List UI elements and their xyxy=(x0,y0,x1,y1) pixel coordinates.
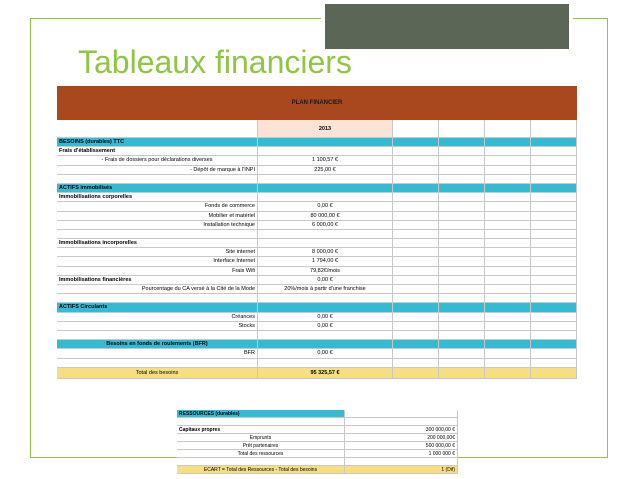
resources-row xyxy=(177,458,458,466)
empty-cell[interactable] xyxy=(531,257,577,266)
table-row xyxy=(57,248,577,257)
empty-cell[interactable] xyxy=(439,202,485,211)
sheet-rows xyxy=(57,138,577,379)
row-label-cell[interactable]: Site internet xyxy=(57,248,258,257)
table-row xyxy=(57,322,577,331)
empty-cell[interactable] xyxy=(485,230,531,239)
resources-row xyxy=(177,466,458,474)
empty-cell[interactable] xyxy=(439,166,485,175)
table-row xyxy=(57,193,577,202)
table-row xyxy=(57,221,577,230)
empty-cell[interactable] xyxy=(439,322,485,331)
resources-label-cell[interactable] xyxy=(177,458,345,466)
empty-cell[interactable] xyxy=(531,184,577,193)
sheet-banner-title: PLAN FINANCIER xyxy=(291,100,343,106)
empty-cell[interactable] xyxy=(485,303,531,312)
empty-cell[interactable] xyxy=(485,340,531,349)
table-row xyxy=(57,331,577,340)
row-label-cell[interactable]: Immobilisations corporelles xyxy=(57,193,258,202)
row-label-cell[interactable] xyxy=(57,175,258,184)
empty-cell[interactable] xyxy=(485,267,531,276)
empty-cell[interactable] xyxy=(485,193,531,202)
row-value-cell[interactable]: 6 000,00 € xyxy=(258,221,393,230)
resources-label-cell[interactable]: Total des ressources xyxy=(177,450,345,458)
empty-cell[interactable] xyxy=(393,202,439,211)
empty-cell[interactable] xyxy=(393,267,439,276)
row-label-cell[interactable] xyxy=(57,331,258,340)
year-cell[interactable]: 2013 xyxy=(258,120,393,138)
row-label-cell[interactable]: Fonds de commerce xyxy=(57,202,258,211)
sheet-banner xyxy=(57,86,577,120)
empty-cell[interactable] xyxy=(439,230,485,239)
empty-cell[interactable] xyxy=(393,331,439,340)
empty-cell[interactable] xyxy=(439,248,485,257)
row-label-cell[interactable]: Pourcentage du CA versé à la Cité de la Mode xyxy=(57,285,258,294)
resources-value-cell[interactable]: 1 000 000 € xyxy=(345,450,458,458)
empty-cell[interactable] xyxy=(485,276,531,285)
row-label-cell[interactable]: - Dépôt de marque à l'INPI xyxy=(57,166,258,175)
table-row xyxy=(57,166,577,175)
row-value-cell[interactable] xyxy=(258,184,393,193)
resources-value-cell[interactable]: 1 (Dif) xyxy=(345,466,458,474)
empty-cell[interactable] xyxy=(531,267,577,276)
resources-value-cell[interactable] xyxy=(345,410,458,418)
row-value-cell[interactable] xyxy=(258,175,393,184)
table-row xyxy=(57,156,577,165)
table-row xyxy=(57,359,577,368)
resources-value-cell[interactable]: 200 000,00€ xyxy=(345,434,458,442)
empty-cell[interactable] xyxy=(393,285,439,294)
empty-cell[interactable] xyxy=(485,368,531,379)
resources-row xyxy=(177,450,458,458)
table-row xyxy=(57,239,577,248)
empty-cell[interactable] xyxy=(439,257,485,266)
table-row xyxy=(57,257,577,266)
row-value-cell[interactable]: 95 325,57 € xyxy=(258,368,393,379)
empty-cell[interactable] xyxy=(439,359,485,368)
empty-cell[interactable] xyxy=(531,359,577,368)
empty-cell[interactable] xyxy=(485,221,531,230)
empty-cell[interactable] xyxy=(393,248,439,257)
empty-cell[interactable] xyxy=(485,257,531,266)
empty-cell[interactable] xyxy=(485,322,531,331)
empty-cell[interactable] xyxy=(393,359,439,368)
empty-cell[interactable] xyxy=(485,138,531,147)
year-header-row xyxy=(57,120,577,138)
row-value-cell[interactable] xyxy=(258,239,393,248)
empty-cell[interactable] xyxy=(485,359,531,368)
table-row xyxy=(57,303,577,312)
empty-cell[interactable] xyxy=(439,156,485,165)
row-value-cell[interactable] xyxy=(258,230,393,239)
empty-cell[interactable] xyxy=(439,285,485,294)
row-label-cell[interactable] xyxy=(57,359,258,368)
resources-rows xyxy=(177,410,458,474)
empty-cell[interactable] xyxy=(439,303,485,312)
empty-cell[interactable] xyxy=(485,156,531,165)
resources-label-cell[interactable] xyxy=(177,418,345,426)
empty-cell[interactable] xyxy=(439,276,485,285)
empty-cell[interactable] xyxy=(485,331,531,340)
row-value-cell[interactable] xyxy=(258,294,393,303)
row-value-cell[interactable] xyxy=(258,138,393,147)
empty-cell[interactable] xyxy=(439,138,485,147)
empty-cell[interactable] xyxy=(485,166,531,175)
empty-cell[interactable] xyxy=(485,248,531,257)
row-label-cell[interactable]: ACTIFS Circulants xyxy=(57,303,258,312)
empty-cell[interactable] xyxy=(439,340,485,349)
resources-label-cell[interactable]: Prêt partenaires xyxy=(177,442,345,450)
row-value-cell[interactable]: 79,82€/mois xyxy=(258,267,393,276)
row-label-cell[interactable]: Stocks xyxy=(57,322,258,331)
empty-cell[interactable] xyxy=(439,184,485,193)
empty-cell[interactable] xyxy=(439,349,485,358)
empty-cell[interactable] xyxy=(393,212,439,221)
empty-cell[interactable] xyxy=(531,138,577,147)
empty-cell[interactable] xyxy=(439,175,485,184)
empty-cell[interactable] xyxy=(393,257,439,266)
empty-cell[interactable] xyxy=(531,349,577,358)
row-label-cell[interactable]: Immobilisations incorporelles xyxy=(57,239,258,248)
row-label-cell[interactable]: BESOINS (durables) TTC xyxy=(57,138,258,147)
row-label-cell[interactable]: - Frais de dossiers pour déclarations diverses xyxy=(57,156,258,165)
empty-cell[interactable] xyxy=(393,184,439,193)
row-label-cell[interactable]: ACTIFS immobilisés xyxy=(57,184,258,193)
empty-cell[interactable] xyxy=(393,349,439,358)
empty-cell[interactable] xyxy=(485,313,531,322)
resources-label-cell[interactable]: Emprunts xyxy=(177,434,345,442)
empty-cell[interactable] xyxy=(393,138,439,147)
row-label-cell[interactable] xyxy=(57,230,258,239)
empty-cell[interactable] xyxy=(439,294,485,303)
slide-accent-box xyxy=(321,0,573,53)
row-label-cell[interactable]: Créances xyxy=(57,313,258,322)
empty-cell[interactable] xyxy=(393,340,439,349)
row-value-cell[interactable]: 0,00 € xyxy=(258,349,393,358)
empty-cell[interactable] xyxy=(531,175,577,184)
row-value-cell[interactable] xyxy=(258,331,393,340)
table-row xyxy=(57,138,577,147)
resources-row xyxy=(177,418,458,426)
empty-cell[interactable] xyxy=(531,212,577,221)
table-row xyxy=(57,212,577,221)
row-label-cell[interactable]: Installation technique xyxy=(57,221,258,230)
resources-value-cell[interactable]: 500 000,00 € xyxy=(345,442,458,450)
table-row xyxy=(57,267,577,276)
resources-value-cell[interactable]: 300 000,00 € xyxy=(345,426,458,434)
empty-cell[interactable] xyxy=(439,239,485,248)
empty-cell[interactable] xyxy=(439,212,485,221)
empty-cell[interactable] xyxy=(439,368,485,379)
row-value-cell[interactable] xyxy=(258,340,393,349)
resources-row xyxy=(177,410,458,418)
resources-label-cell[interactable]: RESSOURCES (durables) xyxy=(177,410,345,418)
empty-cell[interactable] xyxy=(531,331,577,340)
row-value-cell[interactable]: 0,00 € xyxy=(258,202,393,211)
empty-cell[interactable] xyxy=(485,147,531,156)
row-value-cell[interactable]: 80 000,00 € xyxy=(258,212,393,221)
empty-cell[interactable] xyxy=(393,303,439,312)
empty-cell[interactable] xyxy=(485,349,531,358)
row-value-cell[interactable] xyxy=(258,147,393,156)
row-value-cell[interactable]: 1 100,57 € xyxy=(258,156,393,165)
row-label-cell[interactable] xyxy=(57,294,258,303)
empty-cell[interactable] xyxy=(531,276,577,285)
resources-row xyxy=(177,434,458,442)
table-row xyxy=(57,368,577,379)
row-value-cell[interactable]: 0,00 € xyxy=(258,313,393,322)
empty-cell[interactable] xyxy=(531,202,577,211)
table-row xyxy=(57,184,577,193)
empty-cell[interactable] xyxy=(439,267,485,276)
row-value-cell[interactable]: 225,00 € xyxy=(258,166,393,175)
empty-cell[interactable] xyxy=(393,166,439,175)
empty-cell[interactable] xyxy=(439,331,485,340)
slide-title: Tableaux financiers xyxy=(78,44,352,80)
table-row xyxy=(57,175,577,184)
resources-row xyxy=(177,442,458,450)
table-row xyxy=(57,285,577,294)
empty-cell[interactable] xyxy=(485,184,531,193)
table-row xyxy=(57,202,577,211)
empty-cell[interactable] xyxy=(485,239,531,248)
row-value-cell[interactable]: 20%/mois à partir d'une franchise xyxy=(258,285,393,294)
table-row xyxy=(57,230,577,239)
row-label-cell[interactable]: Total des besoins xyxy=(57,368,258,379)
empty-cell[interactable] xyxy=(439,221,485,230)
empty-cell[interactable] xyxy=(531,230,577,239)
empty-cell[interactable] xyxy=(393,193,439,202)
empty-cell[interactable] xyxy=(439,193,485,202)
row-value-cell[interactable]: 8 000,00 € xyxy=(258,248,393,257)
row-label-cell[interactable]: Immobilisations financières xyxy=(57,276,258,285)
table-row xyxy=(57,276,577,285)
resources-sheet xyxy=(177,410,458,474)
empty-cell[interactable] xyxy=(393,294,439,303)
row-label-cell[interactable]: Besoins en fonds de roulements (BFR) xyxy=(57,340,258,349)
empty-cell[interactable] xyxy=(393,368,439,379)
row-value-cell[interactable] xyxy=(258,359,393,368)
empty-cell[interactable] xyxy=(531,313,577,322)
empty-cell[interactable] xyxy=(531,322,577,331)
table-row xyxy=(57,147,577,156)
row-label-cell[interactable]: Interface Internet xyxy=(57,257,258,266)
empty-cell[interactable] xyxy=(531,147,577,156)
row-label-cell[interactable]: Frais d'établissement xyxy=(57,147,258,156)
empty-cell[interactable] xyxy=(393,313,439,322)
table-row xyxy=(57,294,577,303)
row-value-cell[interactable] xyxy=(258,193,393,202)
row-label-cell[interactable]: Mobilier et matériel xyxy=(57,212,258,221)
empty-cell[interactable] xyxy=(531,193,577,202)
empty-cell[interactable] xyxy=(393,276,439,285)
empty-cell[interactable] xyxy=(531,156,577,165)
empty-cell[interactable] xyxy=(531,239,577,248)
resources-value-cell[interactable] xyxy=(345,418,458,426)
empty-cell[interactable] xyxy=(485,294,531,303)
row-value-cell[interactable]: 0,00 € xyxy=(258,276,393,285)
empty-cell[interactable] xyxy=(393,175,439,184)
empty-cell[interactable] xyxy=(393,230,439,239)
row-label-cell[interactable]: Frais Wifi xyxy=(57,267,258,276)
empty-cell[interactable] xyxy=(531,303,577,312)
empty-cell[interactable] xyxy=(485,175,531,184)
empty-cell[interactable] xyxy=(393,147,439,156)
empty-cell[interactable] xyxy=(531,294,577,303)
empty-cell[interactable] xyxy=(531,285,577,294)
empty-cell[interactable] xyxy=(485,212,531,221)
resources-label-cell[interactable]: ECART = Total des Ressources - Total des besoins xyxy=(177,466,345,474)
table-row xyxy=(57,313,577,322)
financial-plan-sheet xyxy=(57,86,577,379)
resources-row xyxy=(177,426,458,434)
empty-cell[interactable] xyxy=(393,322,439,331)
empty-cell[interactable] xyxy=(531,340,577,349)
resources-value-cell[interactable] xyxy=(345,458,458,466)
empty-cell[interactable] xyxy=(485,285,531,294)
row-value-cell[interactable]: 1 794,00 € xyxy=(258,257,393,266)
empty-cell[interactable] xyxy=(531,368,577,379)
empty-cell[interactable] xyxy=(439,313,485,322)
row-label-cell[interactable]: BFR xyxy=(57,349,258,358)
empty-cell[interactable] xyxy=(439,147,485,156)
empty-cell[interactable] xyxy=(393,221,439,230)
resources-label-cell[interactable]: Capitaux propres xyxy=(177,426,345,434)
empty-cell[interactable] xyxy=(531,248,577,257)
row-value-cell[interactable]: 0,00 € xyxy=(258,322,393,331)
empty-cell[interactable] xyxy=(393,239,439,248)
row-value-cell[interactable] xyxy=(258,303,393,312)
table-row xyxy=(57,349,577,358)
empty-cell[interactable] xyxy=(531,221,577,230)
empty-cell[interactable] xyxy=(485,202,531,211)
empty-cell[interactable] xyxy=(393,156,439,165)
table-row xyxy=(57,340,577,349)
empty-cell[interactable] xyxy=(531,166,577,175)
